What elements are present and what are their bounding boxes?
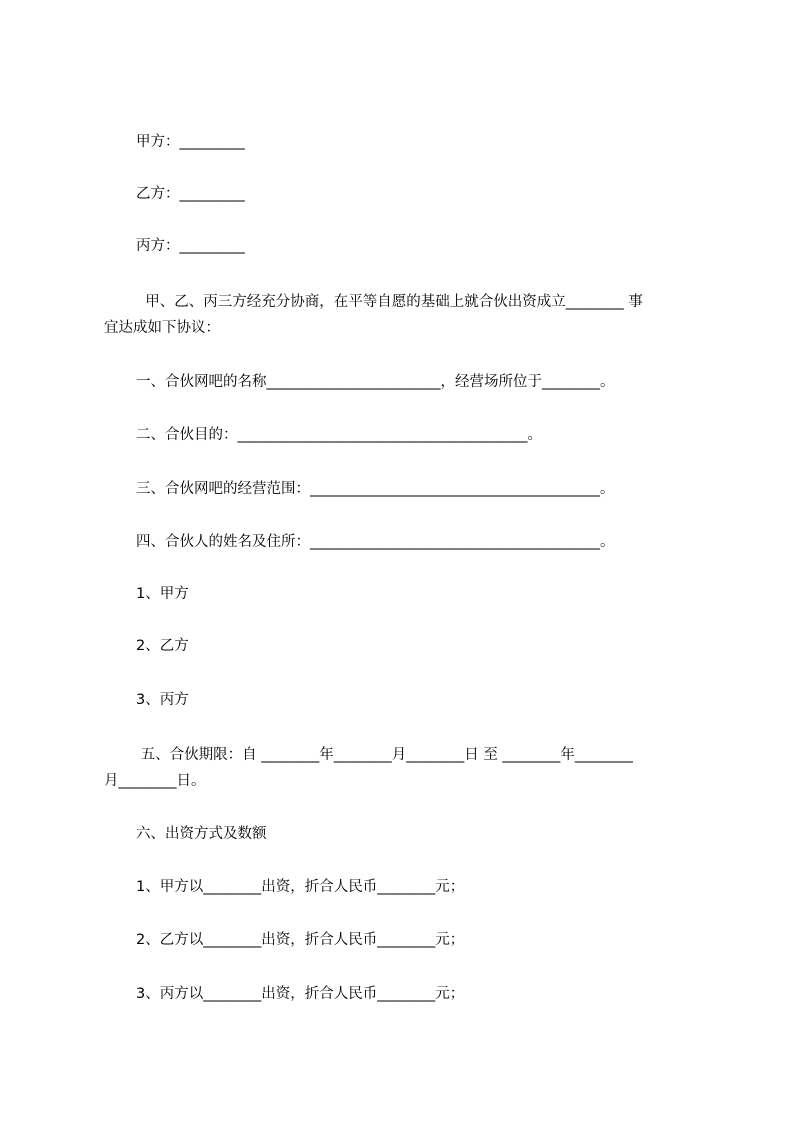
clause-5-term-line-2: 月________日。 [104, 773, 206, 789]
preamble-line-1: 甲、乙、丙三方经充分协商，在平等自愿的基础上就合伙出资成立________ 事 [136, 294, 643, 310]
partner-c-item: 3、丙方 [136, 692, 189, 708]
clause-1-name: 一、合伙网吧的名称________________________，经营场所位于________。 [136, 374, 615, 390]
preamble-line-2: 宜达成如下协议： [104, 320, 220, 336]
party-a-line: 甲方：_________ [136, 134, 245, 150]
clause-5-term-line-1: 五、合伙期限：自 ________年________月________日 至 ________年________ [136, 747, 633, 763]
partner-b-item: 2、乙方 [136, 638, 189, 654]
contribution-a: 1、甲方以________出资，折合人民币________元； [136, 879, 465, 895]
contribution-b: 2、乙方以________出资，折合人民币________元； [136, 932, 465, 948]
clause-2-purpose: 二、合伙目的：________________________________________。 [136, 427, 542, 443]
clause-3-scope: 三、合伙网吧的经营范围：________________________________________。 [136, 481, 615, 497]
partner-a-item: 1、甲方 [136, 586, 189, 602]
clause-4-partners: 四、合伙人的姓名及住所：________________________________________。 [136, 534, 615, 550]
party-c-line: 丙方：_________ [136, 238, 245, 254]
clause-6-heading: 六、出资方式及数额 [136, 826, 267, 842]
contribution-c: 3、丙方以________出资，折合人民币________元； [136, 986, 465, 1002]
party-b-line: 乙方：_________ [136, 186, 245, 202]
